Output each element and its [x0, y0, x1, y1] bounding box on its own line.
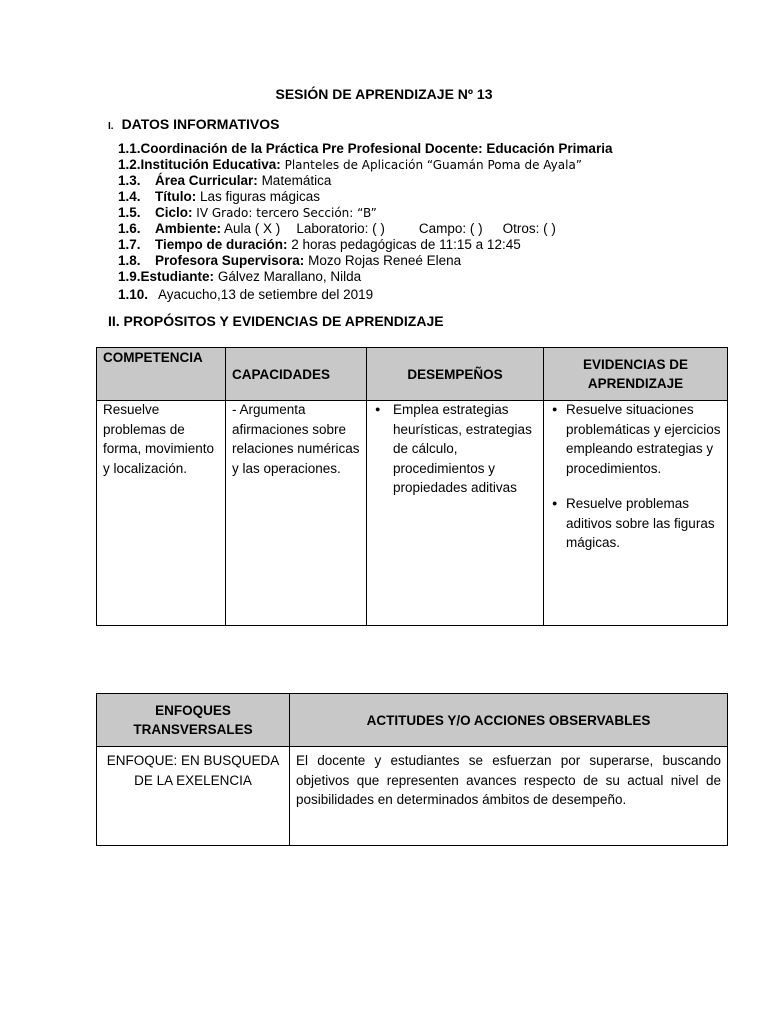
competencia-text: Resuelve problemas de forma, movimiento y localización.	[103, 402, 215, 476]
list-item	[118, 221, 612, 237]
table-row	[97, 401, 728, 626]
item-value: Planteles de Aplicación “Guamán Poma de Ayala”	[284, 158, 583, 172]
table-header-row	[97, 348, 728, 401]
item-label: Título:	[155, 189, 197, 204]
section-heading: DATOS INFORMATIVOS	[121, 116, 280, 132]
section-propositos-heading: II. PROPÓSITOS Y EVIDENCIAS DE APRENDIZAJE	[108, 313, 444, 329]
item-label: Coordinación de la Práctica Pre Profesional Docente:	[140, 141, 483, 156]
document-title: SESIÓN DE APRENDIZAJE Nº 13	[275, 86, 493, 102]
list-item	[118, 237, 612, 253]
list-item	[118, 205, 612, 221]
item-value: IV Grado: tercero Sección: “B”	[196, 206, 377, 220]
desempeno-text: Emplea estrategias heurísticas, estrategias de cálculo, procedimientos y propiedades aditivas	[393, 402, 532, 495]
item-value: Educación Primaria	[486, 141, 613, 156]
list-item	[118, 157, 612, 173]
item-number: 1.2.	[118, 157, 141, 172]
ambiente-campo: Campo: ( )	[418, 221, 483, 236]
ambiente-otros: Otros: ( )	[502, 221, 556, 236]
list-item	[118, 253, 612, 269]
cell-competencia	[97, 401, 226, 626]
evidencia-bullet-item	[550, 400, 721, 478]
cell-desempenos	[367, 401, 544, 626]
item-label: Institución Educativa:	[140, 157, 281, 172]
header-desempenos: DESEMPEÑOS	[367, 348, 544, 401]
item-value: Gálvez Marallano, Nilda	[217, 269, 362, 284]
evidencia-text: Resuelve problemas aditivos sobre las figuras mágicas.	[566, 496, 715, 550]
table-row	[97, 747, 728, 846]
item-label: Tiempo de duración:	[155, 237, 288, 252]
evidencia-text: Resuelve situaciones problemáticas y ejercicios empleando estrategias y procedimientos.	[566, 402, 721, 476]
item-number: 1.7.	[118, 237, 141, 252]
item-value: Matemática	[261, 173, 332, 188]
item-label: Ciclo:	[155, 205, 193, 220]
item-value: 2 horas pedagógicas de 11:15 a 12:45	[291, 237, 521, 252]
ambiente-laboratorio: Laboratorio: ( )	[296, 221, 385, 236]
item-label: Profesora Supervisora:	[155, 253, 305, 268]
list-item	[118, 287, 612, 303]
item-value: Mozo Rojas Reneé Elena	[308, 253, 462, 268]
item-number: 1.3.	[118, 173, 141, 188]
informative-data-list	[118, 141, 612, 303]
enfoques-table	[96, 693, 728, 846]
section-datos-informativos	[108, 116, 279, 132]
evidencia-bullet-item	[550, 494, 721, 553]
item-value: Las figuras mágicas	[200, 189, 321, 204]
header-competencia: COMPETENCIA	[97, 348, 226, 401]
list-item	[118, 269, 612, 285]
item-number: 1.1.	[118, 141, 141, 156]
capacidades-text: - Argumenta afirmaciones sobre relaciones numéricas y las operaciones.	[232, 402, 360, 476]
ambiente-aula: Aula ( X )	[224, 221, 281, 236]
item-label: Área Curricular:	[155, 173, 258, 188]
item-number: 1.5.	[118, 205, 141, 220]
bullet-icon: ●	[552, 404, 558, 414]
item-number: 1.10.	[118, 287, 149, 302]
item-number: 1.8.	[118, 253, 141, 268]
item-label: Estudiante:	[140, 269, 215, 284]
list-item	[118, 173, 612, 189]
cell-enfoque: ENFOQUE: EN BUSQUEDA DE LA EXELENCIA	[97, 747, 290, 846]
item-number: 1.6.	[118, 221, 141, 236]
list-item	[118, 189, 612, 205]
propositos-table	[96, 347, 728, 626]
header-evidencias: EVIDENCIAS DE APRENDIZAJE	[544, 348, 728, 401]
header-enfoques: ENFOQUES TRANSVERSALES	[97, 694, 290, 747]
cell-actitudes: El docente y estudiantes se esfuerzan por superarse, buscando objetivos que representen avances respecto de su actual nivel de posibilidades en determinados ámbitos de desempeño.	[290, 747, 728, 846]
cell-capacidades	[226, 401, 367, 626]
cell-evidencias	[544, 401, 728, 626]
table-header-row	[97, 694, 728, 747]
item-number: 1.4.	[118, 189, 141, 204]
section-roman-numeral: I.	[108, 121, 114, 132]
desempeno-bullet-item	[373, 400, 537, 498]
header-actitudes: ACTITUDES Y/O ACCIONES OBSERVABLES	[290, 694, 728, 747]
bullet-icon: ●	[552, 498, 558, 508]
item-value: Ayacucho,13 de setiembre del 2019	[158, 287, 374, 302]
item-label: Ambiente:	[155, 221, 222, 236]
item-number: 1.9.	[118, 269, 141, 284]
bullet-icon: ●	[375, 404, 381, 414]
header-capacidades: CAPACIDADES	[226, 348, 367, 401]
list-item	[118, 141, 612, 157]
